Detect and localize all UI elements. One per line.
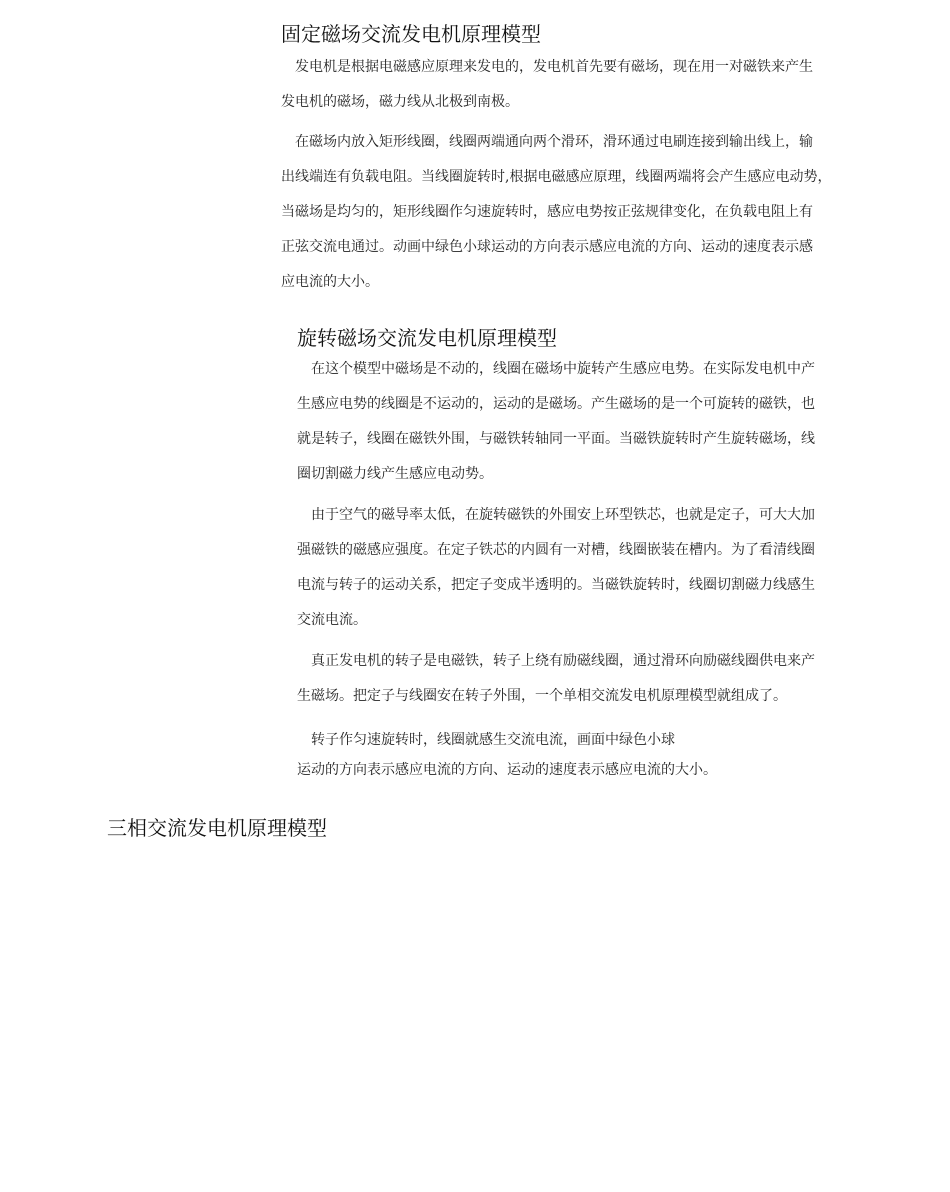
text-line: 圈切割磁力线产生感应电动势。 — [297, 466, 493, 482]
text-line: 当磁场是均匀的，矩形线圈作匀速旋转时，感应电势按正弦规律变化，在负载电阻上有 — [281, 204, 813, 220]
text-line: 在这个模型中磁场是不动的，线圈在磁场中旋转产生感应电势。在实际发电机中产 — [297, 361, 815, 377]
text-line: 发电机的磁场，磁力线从北极到南极。 — [281, 94, 519, 110]
paragraph — [297, 352, 815, 492]
text-line: 正弦交流电通过。动画中绿色小球运动的方向表示感应电流的方向、运动的速度表示感 — [281, 239, 813, 255]
text-line: 真正发电机的转子是电磁铁，转子上绕有励磁线圈，通过滑环向励磁线圈供电来产 — [297, 653, 815, 669]
section-title-rotating-field: 旋转磁场交流发电机原理模型 — [297, 326, 557, 350]
section-title-three-phase: 三相交流发电机原理模型 — [107, 816, 327, 840]
text-line: 转子作匀速旋转时，线圈就感生交流电流，画面中绿色小球 — [297, 732, 675, 748]
text-line: 应电流的大小。 — [281, 274, 379, 290]
paragraph — [297, 644, 815, 714]
text-line: 发电机是根据电磁感应原理来发电的，发电机首先要有磁场，现在用一对磁铁来产生 — [281, 59, 813, 75]
paragraph — [281, 50, 813, 120]
text-line: 就是转子，线圈在磁铁外围，与磁铁转轴同一平面。当磁铁旋转时产生旋转磁场，线 — [297, 431, 815, 447]
paragraph — [297, 725, 717, 785]
paragraph — [281, 125, 831, 300]
text-line: 由于空气的磁导率太低，在旋转磁铁的外围安上环型铁芯，也就是定子，可大大加 — [297, 507, 815, 523]
text-line: 生感应电势的线圈是不运动的，运动的是磁场。产生磁场的是一个可旋转的磁铁，也 — [297, 396, 815, 412]
text-line: 电流与转子的运动关系，把定子变成半透明的。当磁铁旋转时，线圈切割磁力线感生 — [297, 577, 815, 593]
text-line: 生磁场。把定子与线圈安在转子外围，一个单相交流发电机原理模型就组成了。 — [297, 688, 787, 704]
paragraph — [297, 498, 815, 638]
text-line: 出线端连有负载电阻。当线圈旋转时,根据电磁感应原理，线圈两端将会产生感应电动势， — [281, 169, 832, 185]
text-line: 运动的方向表示感应电流的方向、运动的速度表示感应电流的大小。 — [297, 762, 717, 778]
section-title-fixed-field: 固定磁场交流发电机原理模型 — [281, 22, 541, 46]
text-line: 交流电流。 — [297, 612, 367, 628]
text-line: 强磁铁的磁感应强度。在定子铁芯的内圆有一对槽，线圈嵌装在槽内。为了看清线圈 — [297, 542, 815, 558]
text-line: 在磁场内放入矩形线圈，线圈两端通向两个滑环，滑环通过电刷连接到输出线上，输 — [281, 134, 813, 150]
